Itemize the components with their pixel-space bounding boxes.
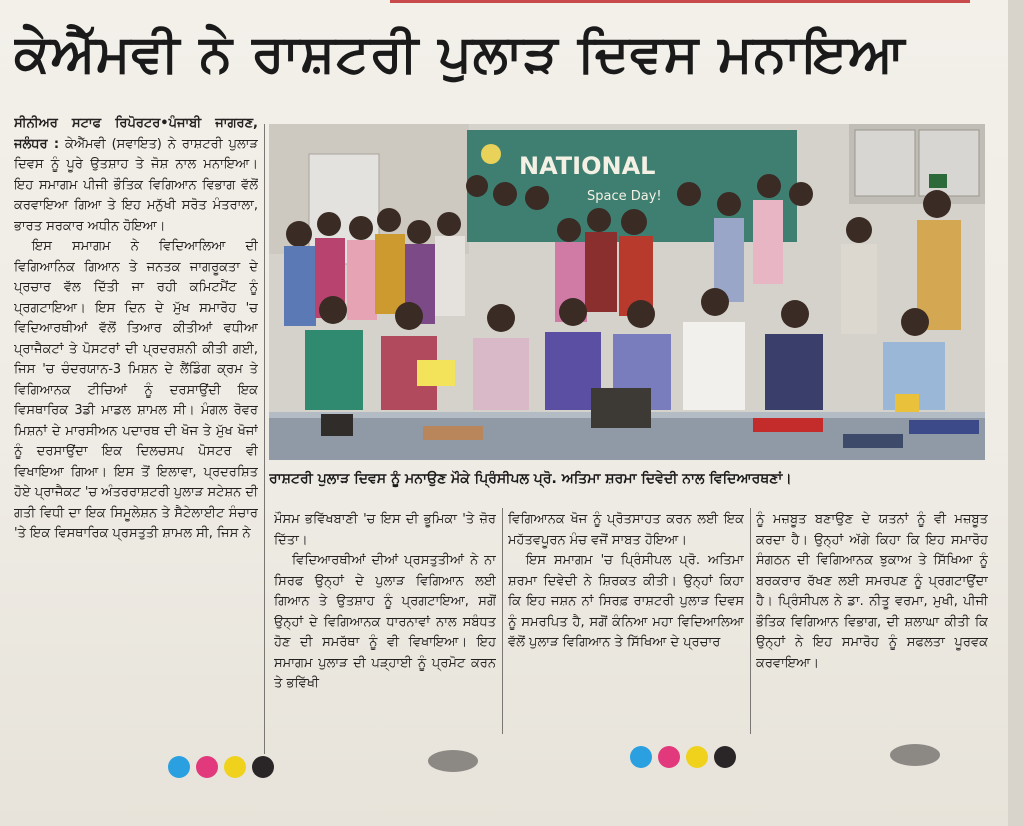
registration-marks-left bbox=[168, 756, 274, 778]
top-color-rule bbox=[390, 0, 970, 3]
magenta-registration-dot bbox=[658, 746, 680, 768]
article-column-3 bbox=[508, 510, 744, 740]
registration-marks-right bbox=[630, 746, 736, 768]
paragraph-6: ਇਸ ਸਮਾਗਮ 'ਚ ਪ੍ਰਿੰਸੀਪਲ ਪ੍ਰੋ. ਅਤਿਮਾ ਸ਼ਰਮਾ ਦਿਵੇਦੀ ਨੇ ਸ਼ਿਰਕਤ ਕੀਤੀ। ਉਨ੍ਹਾਂ ਕਿਹਾ ਕਿ ਇਹ ਜਸ਼ਨ ਨਾਂ ਸਿਰਫ਼ ਰਾਸ਼ਟਰੀ ਪੁਲਾੜ ਦਿਵਸ ਨੂੰ ਸਮਰਪਿਤ ਹੈ, ਸਗੋਂ ਕੰਨਿਆ ਮਹਾ ਵਿਦਿਆਲਿਆ ਵੱਲੋਂ ਪੁਲਾੜ ਵਿਗਿਆਨ ਤੇ ਸਿੱਖਿਆ ਦੇ ਪ੍ਰਚਾਰ bbox=[508, 553, 744, 650]
column-divider-3 bbox=[750, 508, 751, 734]
byline: ਸੀਨੀਅਰ ਸਟਾਫ ਰਿਪੋਰਟਰ•ਪੰਜਾਬੀ ਜਾਗਰਣ, ਜਲੰਧਰ : bbox=[14, 116, 258, 152]
paragraph-7: ਨੂੰ ਮਜ਼ਬੂਤ ਬਣਾਉਣ ਦੇ ਯਤਨਾਂ ਨੂੰ ਵੀ ਮਜ਼ਬੂਤ ਕਰਦਾ ਹੈ। ਉਨ੍ਹਾਂ ਅੱਗੇ ਕਿਹਾ ਕਿ ਇਹ ਸਮਾਰੋਹ ਸੰਗਠਨ ਦੀ ਵਿਗਿਆਨਕ ਝੁਕਾਅ ਤੇ ਸਿੱਖਿਆ ਨੂੰ ਬਰਕਰਾਰ ਰੱਖਣ ਲਈ ਸਮਰਪਣ ਨੂੰ ਪ੍ਰਗਟਾਉਂਦਾ ਹੈ। ਪ੍ਰਿੰਸੀਪਲ ਨੇ ਡਾ. ਨੀਤੂ ਵਰਮਾ, ਮੁਖੀ, ਪੀਜੀ ਭੌਤਿਕ ਵਿਗਿਆਨ ਵਿਭਾਗ, ਦੀ ਸ਼ਲਾਘਾ ਕੀਤੀ ਕਿ ਉਨ੍ਹਾਂ ਨੇ ਇਹ ਸਮਾਰੋਹ ਨੂੰ ਸਫਲਤਾ ਪੂਰਵਕ ਕਰਵਾਇਆ। bbox=[756, 512, 988, 671]
black-registration-dot bbox=[714, 746, 736, 768]
print-oval-mark bbox=[890, 744, 940, 766]
group-photo-illustration bbox=[269, 124, 985, 460]
board-subtitle: Space Day! bbox=[587, 189, 662, 204]
column-divider-1 bbox=[264, 124, 265, 754]
paragraph-3: ਮੌਸਮ ਭਵਿੱਖਬਾਣੀ 'ਚ ਇਸ ਦੀ ਭੂਮਿਕਾ 'ਤੇ ਜ਼ੋਰ ਦਿੱਤਾ। bbox=[274, 512, 496, 548]
column-divider-2 bbox=[502, 508, 503, 734]
cyan-registration-dot bbox=[168, 756, 190, 778]
headline: ਕੇਐੱਮਵੀ ਨੇ ਰਾਸ਼ਟਰੀ ਪੁਲਾੜ ਦਿਵਸ ਮਨਾਇਆ bbox=[14, 24, 906, 84]
article-column-1 bbox=[14, 114, 258, 754]
paragraph-5: ਵਿਗਿਆਨਕ ਖੋਜ ਨੂੰ ਪ੍ਰੋਤਸਾਹਤ ਕਰਨ ਲਈ ਇਕ ਮਹੱਤਵਪੂਰਨ ਮੰਚ ਵਜੋਂ ਸਾਬਤ ਹੋਇਆ। bbox=[508, 512, 744, 548]
cyan-registration-dot bbox=[630, 746, 652, 768]
page-edge bbox=[1008, 0, 1024, 826]
event-photo bbox=[269, 124, 985, 460]
magenta-registration-dot bbox=[196, 756, 218, 778]
article-column-4 bbox=[756, 510, 988, 740]
yellow-registration-dot bbox=[224, 756, 246, 778]
black-registration-dot bbox=[252, 756, 274, 778]
paragraph-1 bbox=[14, 114, 258, 237]
print-oval-mark bbox=[428, 750, 478, 772]
paragraph-4: ਵਿਦਿਆਰਥੀਆਂ ਦੀਆਂ ਪ੍ਰਸਤੁਤੀਆਂ ਨੇ ਨਾ ਸਿਰਫ ਉਨ੍ਹਾਂ ਦੇ ਪੁਲਾੜ ਵਿਗਿਆਨ ਲਈ ਗਿਆਨ ਤੇ ਉਤਸ਼ਾਹ ਨੂੰ ਪ੍ਰਗਟਾਇਆ, ਸਗੋਂ ਉਨ੍ਹਾਂ ਦੇ ਵਿਗਿਆਨਕ ਧਾਰਨਾਵਾਂ ਨਾਲ ਸਬੰਧਤ ਹੋਣ ਦੀ ਸਮਰੱਥਾ ਨੂੰ ਵੀ ਵਿਖਾਇਆ। ਇਹ ਸਮਾਗਮ ਪੁਲਾੜ ਦੀ ਪੜ੍ਹਾਈ ਨੂੰ ਪ੍ਰਮੋਟ ਕਰਨ ਤੇ ਭਵਿੱਖੀ bbox=[274, 553, 496, 691]
yellow-registration-dot bbox=[686, 746, 708, 768]
paragraph-1-text: ਕੇਐੱਮਵੀ (ਸਵਾਇਤ) ਨੇ ਰਾਸ਼ਟਰੀ ਪੁਲਾੜ ਦਿਵਸ ਨੂੰ ਪੂਰੇ ਉਤਸ਼ਾਹ ਤੇ ਜੋਸ਼ ਨਾਲ ਮਨਾਇਆ। ਇਹ ਸਮਾਗਮ ਪੀਜੀ ਭੌਤਿਕ ਵਿਗਿਆਨ ਵਿਭਾਗ ਵੱਲੋਂ ਕਰਵਾਇਆ ਗਿਆ ਤੇ ਇਹ ਮਨੁੱਖੀ ਸਰੋਤ ਮੰਤਰਾਲਾ, ਭਾਰਤ ਸਰਕਾਰ ਅਧੀਨ ਹੋਇਆ। bbox=[14, 136, 258, 234]
board-title: NATIONAL bbox=[519, 152, 656, 180]
photo-caption: ਰਾਸ਼ਟਰੀ ਪੁਲਾੜ ਦਿਵਸ ਨੂੰ ਮਨਾਉਣ ਮੌਕੇ ਪ੍ਰਿੰਸੀਪਲ ਪ੍ਰੋ. ਅਤਿਮਾ ਸ਼ਰਮਾ ਦਿਵੇਦੀ ਨਾਲ ਵਿਦਿਆਰਥਣਾਂ। bbox=[269, 471, 792, 487]
paragraph-2: ਇਸ ਸਮਾਗਮ ਨੇ ਵਿਦਿਆਲਿਆ ਦੀ ਵਿਗਿਆਨਿਕ ਗਿਆਨ ਤੇ ਜਨਤਕ ਜਾਗਰੂਕਤਾ ਦੇ ਪ੍ਰਚਾਰ ਵੱਲ ਦਿੱਤੀ ਜਾ ਰਹੀ ਕਮਿਟਮੈਂਟ ਨੂੰ ਪ੍ਰਗਟਾਇਆ। ਇਸ ਦਿਨ ਦੇ ਮੁੱਖ ਸਮਾਰੋਹ 'ਚ ਵਿਦਿਆਰਥੀਆਂ ਵੱਲੋਂ ਤਿਆਰ ਕੀਤੀਆਂ ਵਧੀਆ ਪ੍ਰਾਜੈਕਟਾਂ ਤੇ ਪੋਸਟਰਾਂ ਦੀ ਪ੍ਰਦਰਸ਼ਨੀ ਕੀਤੀ ਗਈ, ਜਿਸ 'ਚ ਚੰਦਰਯਾਨ-3 ਮਿਸ਼ਨ ਦੇ ਲੈਂਡਿੰਗ ਕ੍ਰਮ ਤੇ ਵਿਗਿਆਨਕ ਟੀਚਿਆਂ ਨੂੰ ਦਰਸਾਉਂਦੀ ਇਕ ਵਿਸਥਾਰਿਕ 3ਡੀ ਮਾਡਲ ਸ਼ਾਮਲ ਸੀ। ਮੰਗਲ ਰੋਵਰ ਮਿਸ਼ਨਾਂ ਦੇ ਮਾਰਸੀਅਨ ਪਦਾਰਥ ਦੀ ਖੋਜ ਤੇ ਮੁੱਖ ਖੋਜਾਂ ਨੂੰ ਦਰਸਾਉਂਦਾ ਇਕ ਦਿਲਚਸਪ ਪੋਸਟਰ ਵੀ ਵਿਖਾਇਆ ਗਿਆ। ਇਸ ਤੋਂ ਇਲਾਵਾ, ਪ੍ਰਦਰਸ਼ਿਤ ਹੋਏ ਪ੍ਰਾਜੈਕਟ 'ਚ ਅੰਤਰਰਾਸ਼ਟਰੀ ਪੁਲਾੜ ਸਟੇਸ਼ਨ ਦੀ ਗਤੀ ਵਿਧੀ ਦਾ ਇਕ ਸਿਮੂਲੇਸ਼ਨ ਤੇ ਸੈਟੇਲਾਈਟ ਸੰਚਾਰ 'ਤੇ ਇਕ ਵਿਸਥਾਰਿਕ ਪ੍ਰਸਤੁਤੀ ਸ਼ਾਮਲ ਸੀ, ਜਿਸ ਨੇ bbox=[14, 239, 258, 541]
article-column-2 bbox=[274, 510, 496, 740]
